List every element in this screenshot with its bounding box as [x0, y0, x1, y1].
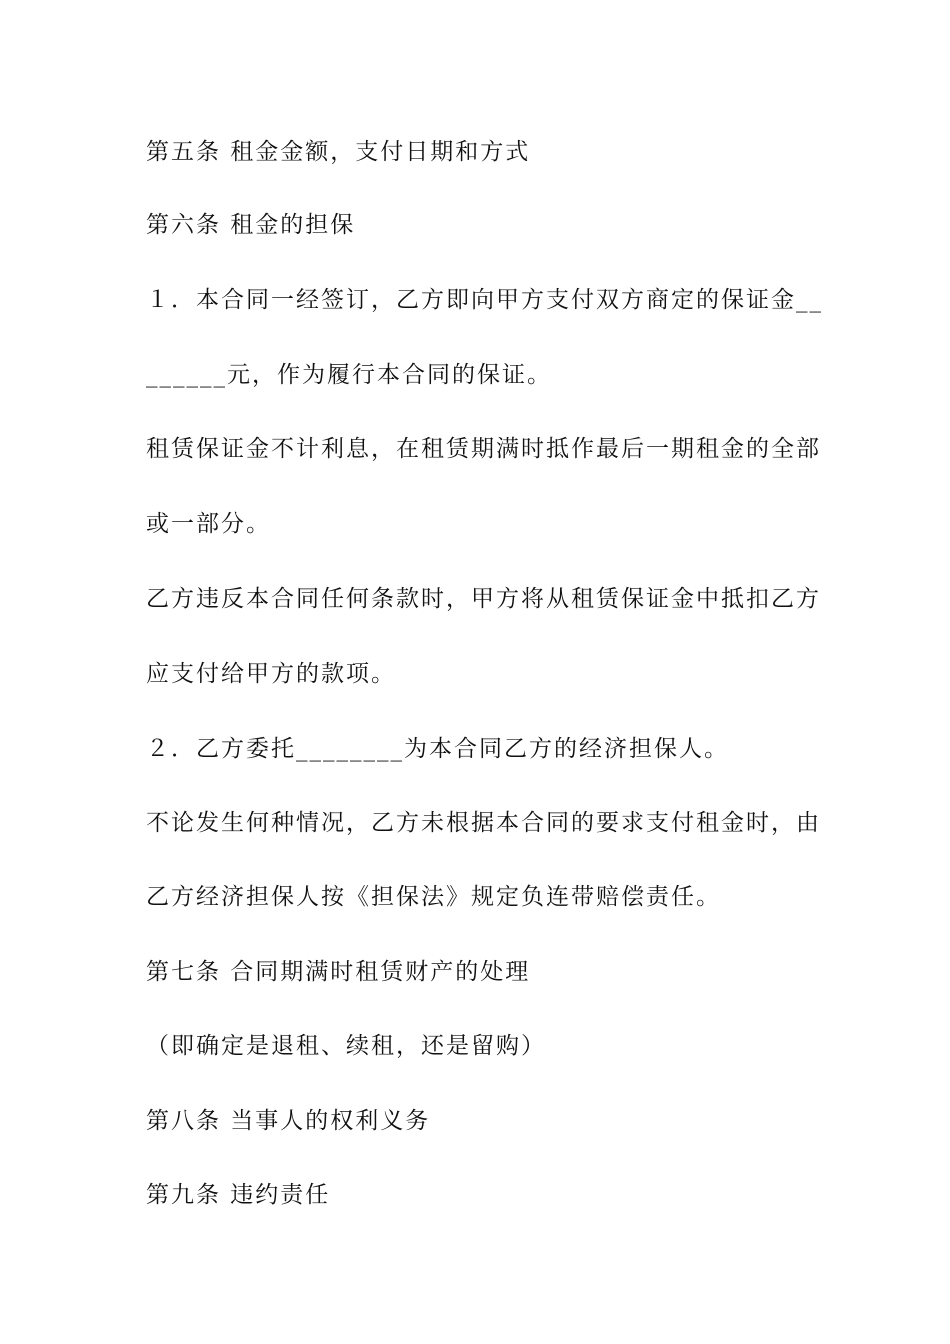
article-7-note: （即确定是退租、续租，还是留购）	[146, 1033, 546, 1059]
guarantor-paragraph-line-2: 乙方经济担保人按《担保法》规定负连带赔偿责任。	[146, 884, 721, 910]
clause-1-line-1: １．本合同一经签订，乙方即向甲方支付双方商定的保证金__	[146, 287, 823, 313]
breach-paragraph-line-1: 乙方违反本合同任何条款时，甲方将从租赁保证金中抵扣乙方	[146, 586, 821, 612]
article-8-heading: 第八条 当事人的权利义务	[146, 1108, 431, 1134]
article-5-heading: 第五条 租金金额，支付日期和方式	[146, 139, 531, 165]
breach-paragraph-line-2: 应支付给甲方的款项。	[146, 661, 396, 687]
clause-1-line-2: ______元，作为履行本合同的保证。	[146, 362, 552, 388]
deposit-paragraph-line-2: 或一部分。	[146, 511, 271, 537]
guarantor-paragraph-line-1: 不论发生何种情况，乙方未根据本合同的要求支付租金时，由	[146, 810, 821, 836]
article-6-heading: 第六条 租金的担保	[146, 212, 356, 238]
article-7-heading: 第七条 合同期满时租赁财产的处理	[146, 959, 531, 985]
clause-2-line: ２．乙方委托________为本合同乙方的经济担保人。	[146, 736, 729, 762]
article-9-heading: 第九条 违约责任	[146, 1182, 331, 1208]
deposit-paragraph-line-1: 租赁保证金不计利息，在租赁期满时抵作最后一期租金的全部	[146, 436, 821, 462]
